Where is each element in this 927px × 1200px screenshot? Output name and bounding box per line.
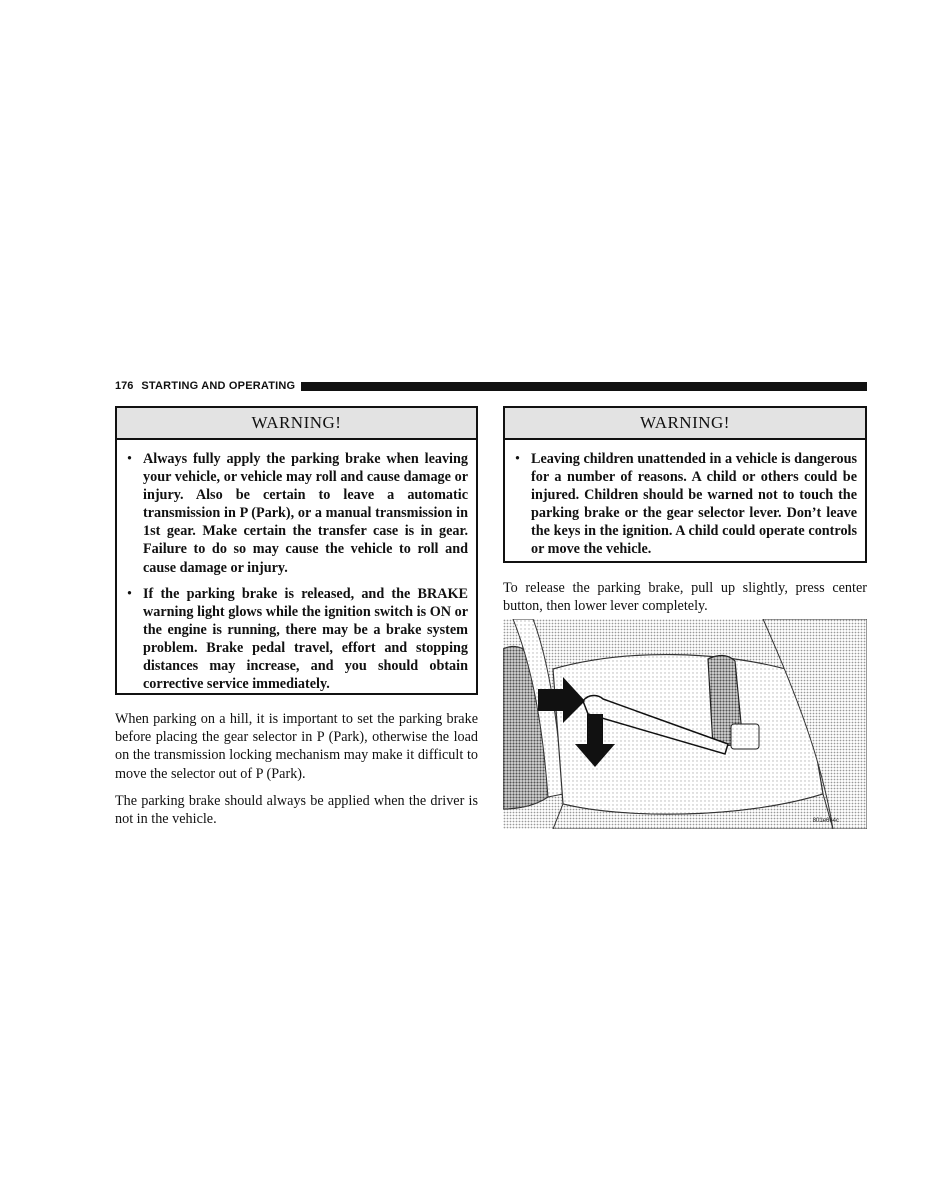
page-number: 176 <box>115 380 134 392</box>
shifter-base-shape <box>731 724 759 749</box>
paragraph-release-brake: To release the parking brake, pull up slightly, press center button, then lower lever completely. <box>503 580 867 615</box>
bullet-icon: • <box>127 585 132 602</box>
illustration-svg <box>503 619 867 829</box>
warning-item-text: Always fully apply the parking brake when leaving your vehicle, or vehicle may roll and cause damage or injury. Also be certain to leave a automatic transmission in P (Park), or a manual transmission in 1st gear. Make certain the transfer case is in gear. Failure to do so may cause the vehicle to roll and cause damage or injury. <box>143 451 468 576</box>
bullet-icon: • <box>127 451 132 467</box>
bullet-icon: • <box>515 451 520 467</box>
warning-box-parking-brake <box>115 406 478 695</box>
warning-box-children <box>503 406 867 563</box>
parking-brake-illustration <box>503 619 867 829</box>
figure-code: 801e664c <box>812 818 839 824</box>
warning-item-text: If the parking brake is released, and the BRAKE warning light glows while the ignition switch is ON or the engine is running, there may be a brake system problem. Brake pedal travel, effort and stopping distances may increase, and you should obtain corrective service immediately. <box>143 585 468 693</box>
warning-item <box>515 450 857 559</box>
warning-item-text: Leaving children unattended in a vehicle is dangerous for a number of reasons. A child or others could be injured. Children should be warned not to touch the parking brake or the gear selector lever. Don’t leave the keys in the ignition. A child could operate controls or move the vehicle. <box>531 451 857 558</box>
warning-list <box>505 440 865 567</box>
paragraph-brake-applied: The parking brake should always be applied when the driver is not in the vehicle. <box>115 793 478 828</box>
header-rule <box>301 382 867 391</box>
warning-title: WARNING! <box>117 408 476 440</box>
page-header <box>115 379 867 393</box>
warning-item <box>127 585 468 694</box>
warning-item <box>127 450 468 577</box>
section-title: STARTING AND OPERATING <box>141 380 296 392</box>
paragraph-hill-parking: When parking on a hill, it is important to set the parking brake before placing the gear selector in P (Park), otherwise the load on the transmission locking mechanism may make it difficult to move the selector out of P (Park). <box>115 711 478 782</box>
warning-title: WARNING! <box>505 408 865 440</box>
warning-list <box>117 440 476 701</box>
